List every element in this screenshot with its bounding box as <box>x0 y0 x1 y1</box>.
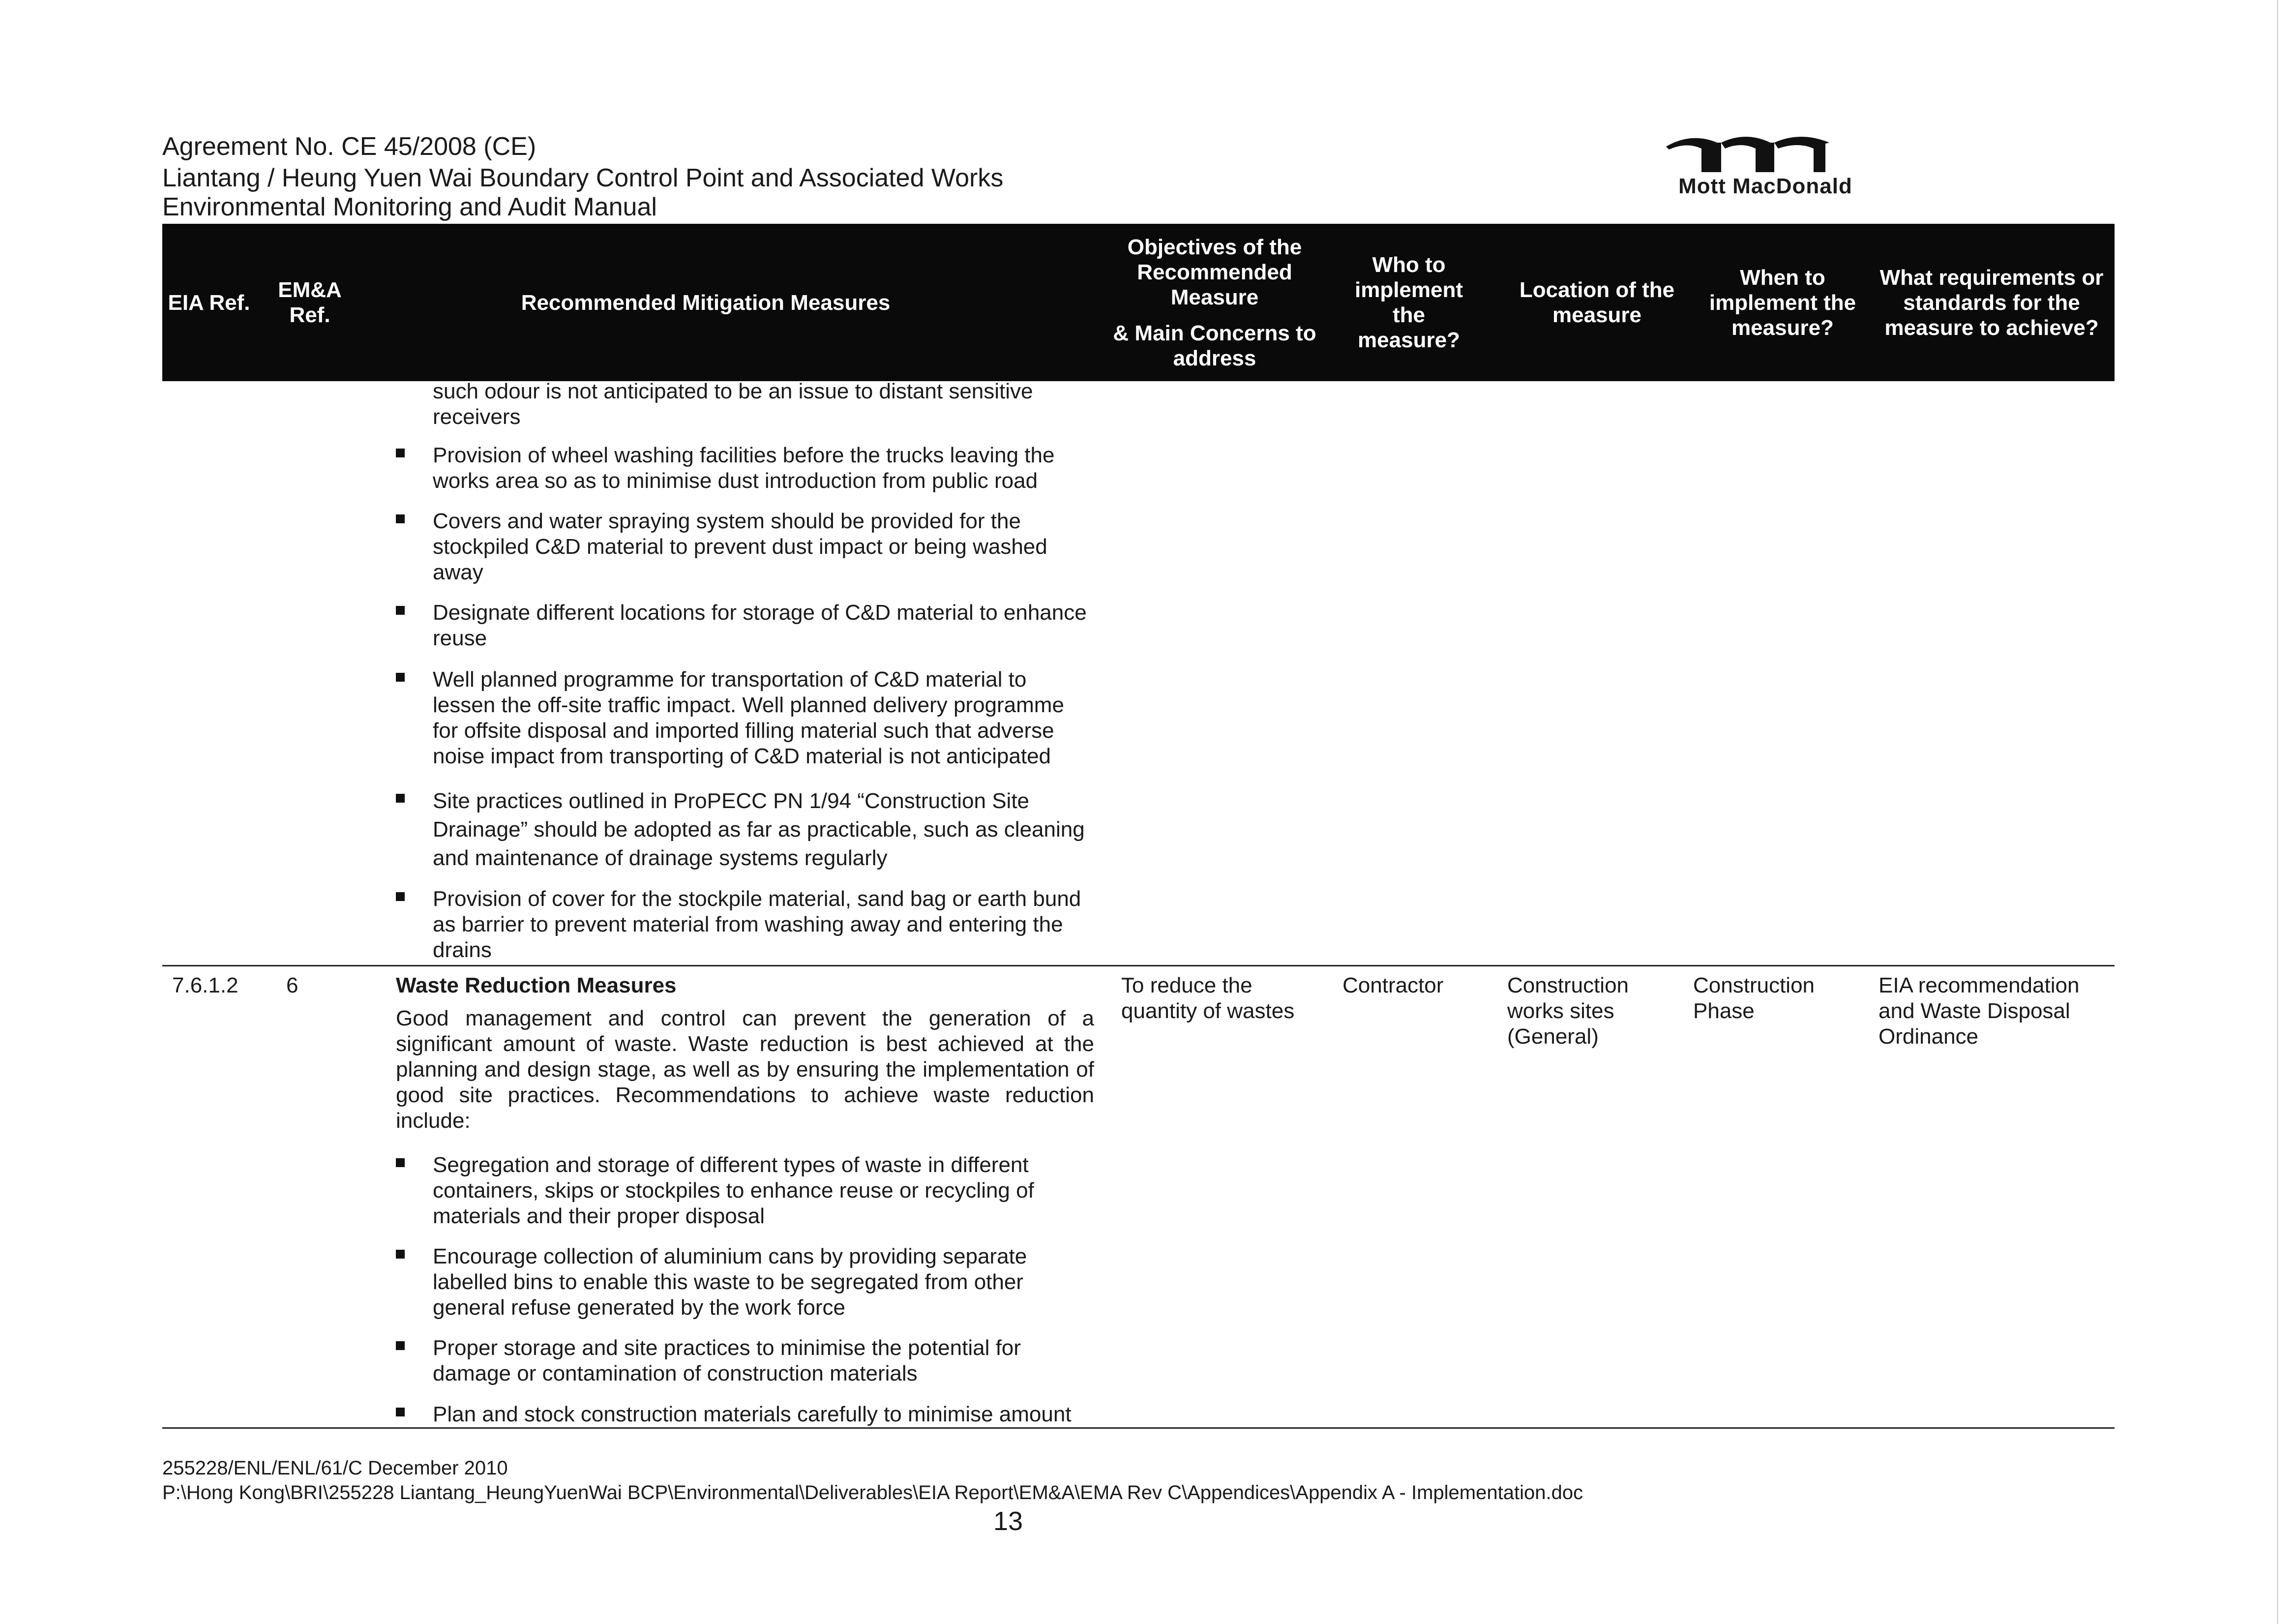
who-cell: Contractor <box>1342 973 1444 997</box>
measure-title: Waste Reduction Measures <box>396 973 677 997</box>
list-item: Designate different locations for storage of C&D material to enhance reuse <box>433 601 1087 650</box>
list-item: Provision of cover for the stockpile material, sand bag or earth bund as barrier to prevent material from washing away and entering the drains <box>433 887 1081 962</box>
header-mitigation-measures: Recommended Mitigation Measures <box>521 290 891 315</box>
company-logo <box>1662 129 1869 203</box>
objective-cell: To reduce the quantity of wastes <box>1121 973 1295 1023</box>
bullet-marker <box>396 514 405 523</box>
header-objectives <box>1109 224 1320 381</box>
header-eia-ref: EIA Ref. <box>168 290 250 315</box>
bullet-marker <box>396 606 405 615</box>
header-when: When to implement the measure? <box>1709 265 1856 340</box>
row-divider <box>162 965 2115 966</box>
bullet-marker <box>396 794 405 803</box>
bullet-marker <box>396 1408 405 1416</box>
table-header <box>162 224 2115 381</box>
list-item: Proper storage and site practices to minimise the potential for damage or contamination of construction materials <box>433 1336 1021 1385</box>
list-item: Provision of wheel washing facilities before the trucks leaving the works area so as to minimise dust introduction from public road <box>433 443 1055 493</box>
list-item: Covers and water spraying system should be provided for the stockpiled C&D material to prevent dust impact or being washed away <box>433 509 1047 584</box>
requirements-cell: EIA recommendation and Waste Disposal Ordinance <box>1879 973 2080 1049</box>
list-item: Segregation and storage of different types of waste in different containers, skips or stockpiles to enhance reuse or recycling of materials and their proper disposal <box>433 1153 1034 1228</box>
ema-ref-cell: 6 <box>286 973 298 997</box>
page-number: 13 <box>993 1506 1023 1536</box>
header-who: Who to implement the measure? <box>1354 253 1463 352</box>
measure-intro: Good management and control can prevent the generation of a significant amount of waste. Waste reduction is best achieved at the planning and design stage, as well as by ensuring the implementation of good site practices. Recommendations to achieve waste reduction include: <box>396 1006 1094 1133</box>
header-location: Location of the measure <box>1519 278 1675 327</box>
header-requirements: What requirements or standards for the measure to achieve? <box>1879 265 2104 340</box>
bullet-marker <box>396 449 405 457</box>
list-item: Well planned programme for transportation of C&D material to lessen the off-site traffic impact. Well planned delivery programme for offsite disposal and imported filling material such that adverse noise impact from transporting of C&D material is not anticipated <box>433 667 1064 768</box>
bullet-marker <box>396 673 405 682</box>
bullet-marker <box>396 1158 405 1167</box>
project-title: Liantang / Heung Yuen Wai Boundary Control Point and Associated Works <box>162 164 1004 192</box>
list-item: Plan and stock construction materials carefully to minimise amount <box>433 1402 1072 1426</box>
header-objectives-line-b: & Main Concerns to address <box>1113 321 1316 370</box>
document-reference: 255228/ENL/ENL/61/C December 2010 <box>162 1457 508 1479</box>
bullet-marker <box>396 1250 405 1259</box>
location-cell: Construction works sites (General) <box>1507 973 1629 1049</box>
when-cell: Construction Phase <box>1693 973 1815 1023</box>
scan-edge-line <box>2277 0 2278 1624</box>
list-item: Encourage collection of aluminium cans by providing separate labelled bins to enable this waste to be segregated from other general refuse generated by the work force <box>433 1244 1027 1320</box>
bullet-marker <box>396 1341 405 1350</box>
logo-wordmark: Mott MacDonald <box>1678 174 1852 198</box>
continuation-text: such odour is not anticipated to be an issue to distant sensitive receivers <box>433 379 1033 429</box>
list-item: Site practices outlined in ProPECC PN 1/94 “Construction Site Drainage” should be adopted as far as practicable, such as cleaning and maintenance of drainage systems regularly <box>433 789 1085 870</box>
mott-macdonald-logo-icon <box>1662 129 1869 173</box>
agreement-number: Agreement No. CE 45/2008 (CE) <box>162 132 537 161</box>
manual-title: Environmental Monitoring and Audit Manual <box>162 193 657 221</box>
eia-ref-cell: 7.6.1.2 <box>172 973 239 997</box>
table-bottom-rule <box>162 1427 2115 1429</box>
file-path: P:\Hong Kong\BRI\255228 Liantang_HeungYuenWai BCP\Environmental\Deliverables\EIA Report\EM&A\EMA Rev C\Appendices\Appendix A - Implementation.doc <box>162 1482 1583 1504</box>
header-objectives-line-a: Objectives of the Recommended Measure <box>1127 235 1302 309</box>
header-ema-ref: EM&A Ref. <box>278 278 342 327</box>
bullet-marker <box>396 892 405 901</box>
